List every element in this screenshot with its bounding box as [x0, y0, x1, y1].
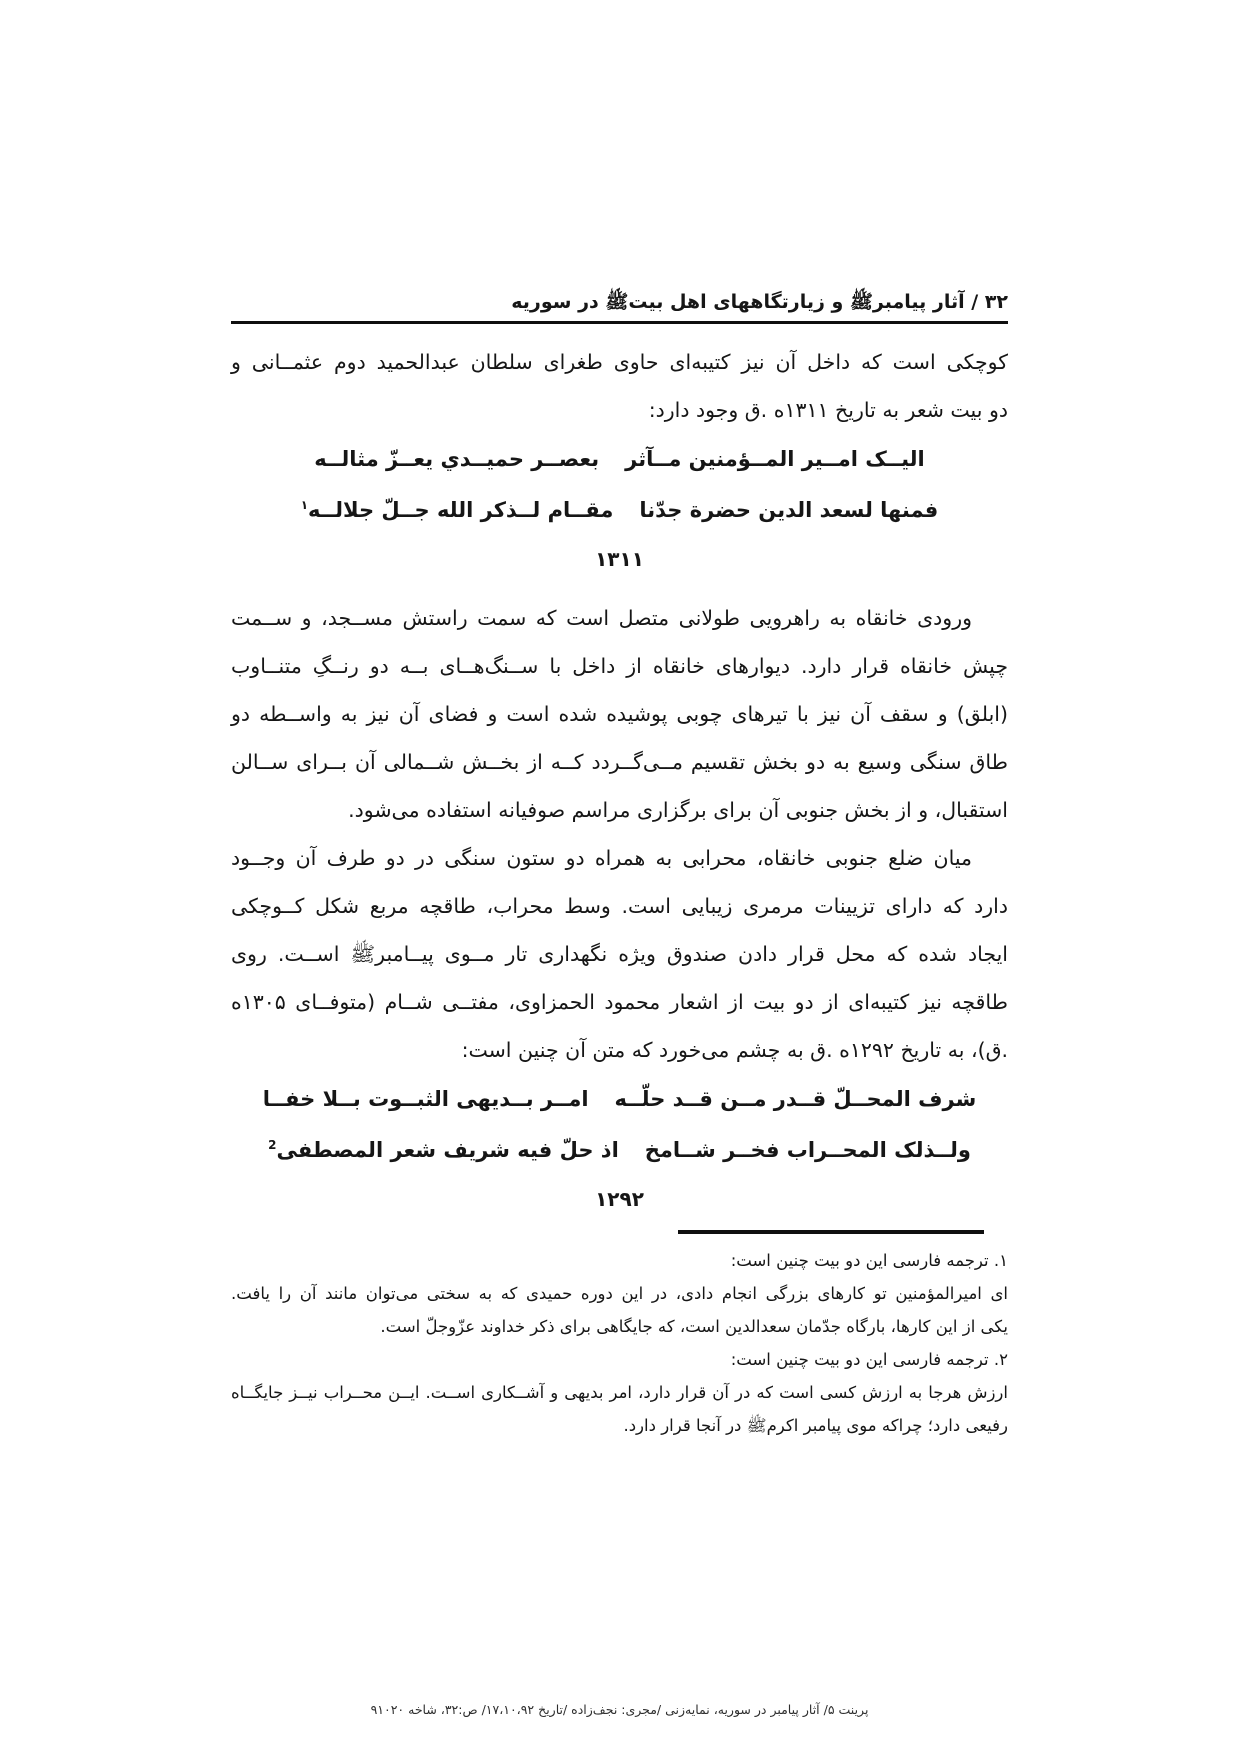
hemistich-right: شرف المحــلّ قــدر مــن قــد حلّــه	[614, 1087, 977, 1111]
footnote-head: ۲. ترجمه فارسی این دو بیت چنین است:	[730, 1350, 1008, 1369]
hemistich-text: اذ حلّ فیه شریف شعر المصطفی	[276, 1138, 619, 1162]
footnote-line: رفیعی دارد؛ چراکه موی پیامبر اکرمﷺ در آنجا قرار دارد.	[623, 1416, 1008, 1435]
verse-line	[231, 434, 1008, 485]
body-line: طاق سنگی وسیع به دو بخش تقسیم مــی‌گــردد کــه از بخــش شــمالی آن بــرای ســالن	[231, 750, 1008, 774]
footnote-ref-2: 2	[268, 1138, 277, 1152]
poem-date: ۱۳۱۱	[595, 547, 644, 571]
hemistich-right: الیــک امــیر المــؤمنین مــآثر	[625, 447, 925, 471]
hemistich-left	[268, 1125, 619, 1176]
body-line: استقبال، و از بخش جنوبی آن برای برگزاری مراسم صوفیانه استفاده می‌شود.	[348, 798, 1008, 822]
paragraph-2	[231, 594, 1008, 834]
footnote-ref-1: ۱	[300, 498, 309, 512]
footnote-head: ۱. ترجمه فارسی این دو بیت چنین است:	[730, 1251, 1008, 1270]
body-line: (ابلق) و سقف آن نیز با تیرهای چوبی پوشیده شده است و فضای آن نیز به واســطه دو	[231, 702, 1008, 726]
poem-1	[231, 434, 1008, 582]
body-line: دارد که دارای تزیینات مرمری زیبایی است. وسط محراب، طاقچه مربع شکل کــوچکی	[231, 894, 1008, 918]
body-line: کوچکی است که داخل آن نیز کتیبه‌ای حاوی طغرای سلطان عبدالحمید دوم عثمــانی و	[231, 350, 1008, 374]
hemistich-text: مقــام لــذکر الله جــلّ جلالــه	[308, 498, 614, 522]
paragraph-1	[231, 338, 1008, 434]
header-rule	[231, 321, 1008, 324]
header-title: ۳۲ / آثار پیامبرﷺ و زیارتگاههای اهل بیتﷺ در سوریه	[511, 291, 1008, 313]
page-header	[231, 289, 1008, 315]
body-line: ایجاد شده که محل قرار دادن صندوق ویژه نگهداری تار مــوی پیــامبرﷺ اســت. روی	[231, 942, 1008, 966]
page-content	[231, 289, 1008, 1442]
footnote-divider	[678, 1230, 984, 1234]
body-line: طاقچه نیز کتیبه‌ای از دو بیت از اشعار محمود الحمزاوی، مفتــی شــام (متوفــای ۱۳۰۵ه	[231, 990, 1008, 1014]
hemistich-left	[301, 485, 614, 536]
body-line: میان ضلع جنوبی خانقاه، محرابی به همراه دو ستون سنگی در دو طرف آن وجــود	[231, 846, 972, 870]
hemistich-right: ولــذلک المحــراب فخــر شــامخ	[644, 1138, 971, 1162]
body-line: دو بیت شعر به تاریخ ۱۳۱۱ه .ق وجود دارد:	[648, 398, 1008, 422]
footnotes	[231, 1244, 1008, 1442]
paragraph-3	[231, 834, 1008, 1074]
hemistich-left: بعصــر حمیــدي یعــزّ مثالــه	[314, 447, 600, 471]
body-line: ورودی خانقاه به راهرویی طولانی متصل است که سمت راستش مســجد، و ســمت	[231, 606, 972, 630]
footnote-line: ارزش هرجا به ارزش کسی است که در آن قرار دارد، امر بدیهی و آشــکاری اســت. ایــن محــراب نیــز جایگــاه	[231, 1383, 1008, 1402]
footnote-line: ای امیرالمؤمنین تو کارهای بزرگی انجام دادی، در این دوره حمیدی که به سختی می‌توان مانند آن را یافت.	[231, 1284, 1008, 1303]
poem-2	[231, 1074, 1008, 1222]
page-footer	[0, 1700, 1239, 1720]
hemistich-right: فمنها لسعد الدین حضرة جدّنا	[639, 498, 939, 522]
verse-line	[231, 1074, 1008, 1125]
footer-text: پرینت ۵/ آثار پیامبر در سوریه، نمایه‌زنی /مجری: نجف‌زاده /تاریخ ۱۷،۱۰،۹۲/ ص:۳۲، شاخه ۹۱۰۲۰	[370, 1702, 869, 1717]
body-line: چپش خانقاه قرار دارد. دیوارهای خانقاه از داخل با ســنگ‌هــای بــه دو رنــگِ متنــاوب	[231, 654, 1008, 678]
verse-line	[231, 1125, 1008, 1176]
poem-date: ۱۲۹۲	[595, 1187, 644, 1211]
body-line: .ق)، به تاریخ ۱۲۹۲ه .ق به چشم می‌خورد که متن آن چنین است:	[461, 1038, 1008, 1062]
verse-line	[231, 485, 1008, 536]
footnote-line: یکی از این کارها، بارگاه جدّمان سعدالدین است، که جایگاهی برای ذکر خداوند عزّوجلّ است.	[380, 1317, 1008, 1336]
hemistich-left: امــر بــدیهی الثبــوت بــلا خفــا	[262, 1087, 589, 1111]
